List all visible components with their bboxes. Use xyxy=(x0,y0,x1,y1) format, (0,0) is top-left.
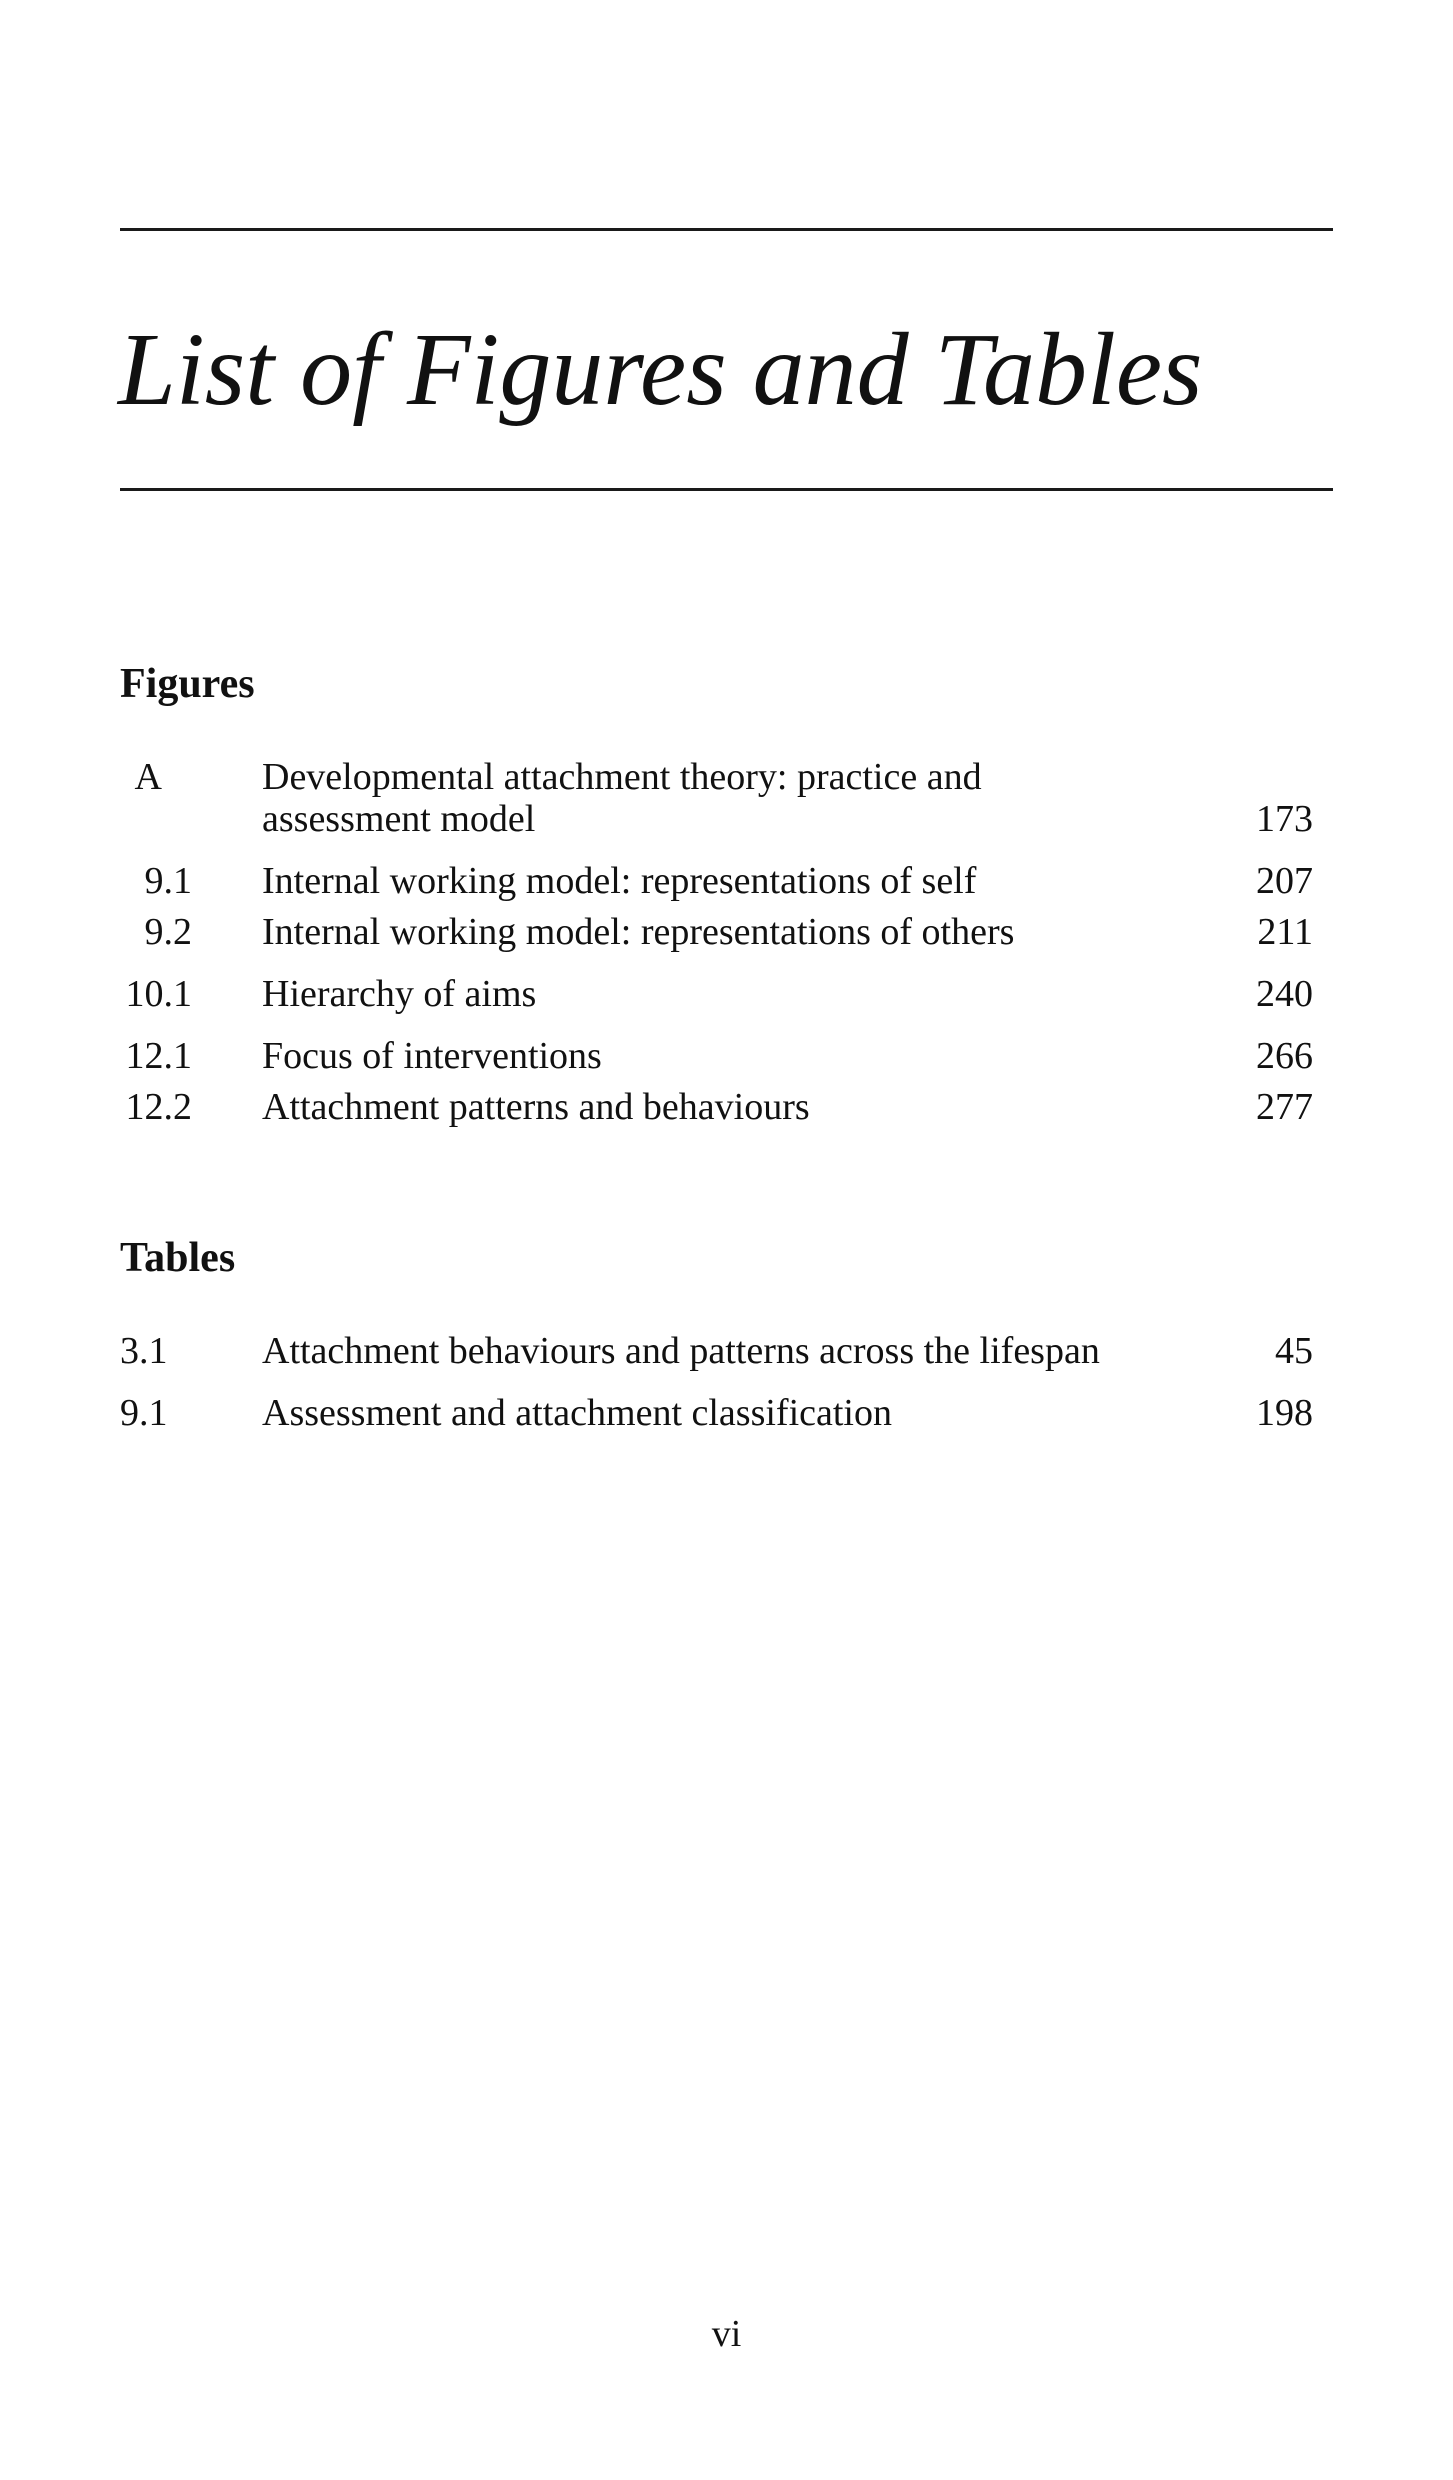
entry-caption: Hierarchy of aims xyxy=(262,973,537,1015)
entry-number: A xyxy=(134,756,162,798)
figure-entry-12-1[interactable] xyxy=(120,1035,1313,1077)
entry-number: 10.1 xyxy=(125,973,192,1015)
entry-page: 198 xyxy=(1256,1392,1313,1434)
figures-list xyxy=(120,756,1313,1128)
entry-page: 211 xyxy=(1257,911,1313,953)
entry-caption xyxy=(262,756,1313,840)
title-bottom-rule xyxy=(120,488,1333,491)
page-folio: vi xyxy=(711,2313,742,2355)
top-rule xyxy=(120,228,1333,231)
entry-caption-line-1: Developmental attachment theory: practice and xyxy=(262,756,982,798)
entry-page: 45 xyxy=(1275,1330,1313,1372)
figure-entry-10-1[interactable] xyxy=(120,973,1313,1015)
figure-entry-9-2[interactable] xyxy=(120,911,1313,953)
figure-entry-9-1[interactable] xyxy=(120,860,1313,902)
page-title: List of Figures and Tables xyxy=(118,312,1203,427)
entry-caption: Internal working model: representations of others xyxy=(262,911,1015,953)
entry-number: 12.1 xyxy=(125,1035,192,1077)
entry-caption: Attachment behaviours and patterns across the lifespan xyxy=(262,1330,1100,1372)
table-entry-9-1[interactable] xyxy=(120,1392,1313,1434)
figure-entry-12-2[interactable] xyxy=(120,1086,1313,1128)
entry-number: 9.1 xyxy=(144,860,192,902)
tables-heading: Tables xyxy=(120,1235,236,1281)
entry-page: 240 xyxy=(1256,973,1313,1015)
entry-caption: Attachment patterns and behaviours xyxy=(262,1086,810,1128)
entry-number: 12.2 xyxy=(125,1086,192,1128)
entry-caption-line-2: assessment model xyxy=(262,798,536,840)
entry-page: 266 xyxy=(1256,1035,1313,1077)
entry-number: 3.1 xyxy=(120,1330,168,1372)
figure-entry-A[interactable] xyxy=(120,756,1313,840)
table-entry-3-1[interactable] xyxy=(120,1330,1313,1372)
entry-page: 207 xyxy=(1256,860,1313,902)
entry-caption: Focus of interventions xyxy=(262,1035,602,1077)
entry-page: 173 xyxy=(1256,798,1313,840)
figures-heading: Figures xyxy=(120,661,255,707)
tables-list xyxy=(120,1330,1313,1434)
entry-number: 9.2 xyxy=(144,911,192,953)
entry-caption: Internal working model: representations of self xyxy=(262,860,977,902)
entry-caption: Assessment and attachment classification xyxy=(262,1392,892,1434)
entry-page: 277 xyxy=(1256,1086,1313,1128)
entry-number: 9.1 xyxy=(120,1392,168,1434)
